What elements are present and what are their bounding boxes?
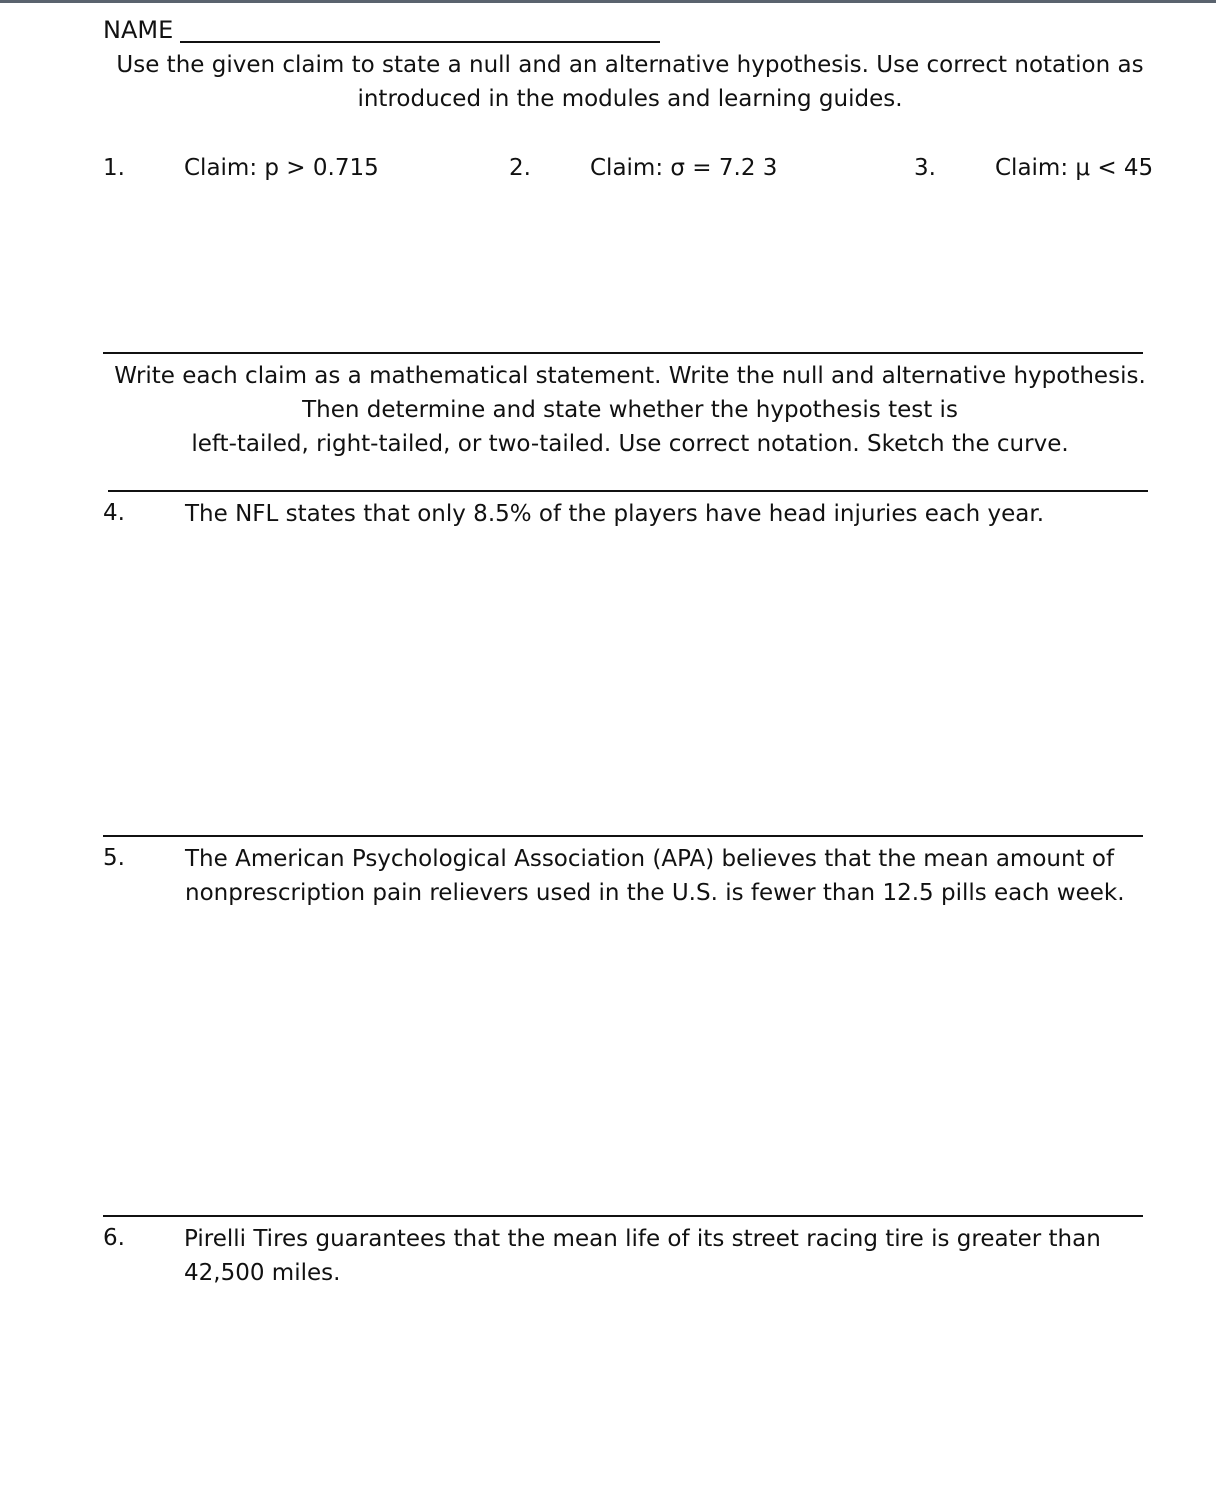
section2-instructions-line2: Then determine and state whether the hypothesis test is (302, 397, 958, 423)
claim-3-text: Claim: μ < 45 (995, 155, 1154, 181)
question-5-line1: The American Psychological Association (APA) believes that the mean amount of (185, 846, 1115, 872)
question-6-text (184, 1222, 1164, 1290)
section-divider-3 (103, 835, 1143, 837)
question-4-text (185, 497, 1165, 531)
section2-instructions-line3: left-tailed, right-tailed, or two-tailed. Use correct notation. Sketch the curve. (191, 431, 1069, 457)
section-divider-1 (103, 352, 1143, 354)
question-5-text (185, 842, 1165, 910)
claim-2-number: 2. (509, 155, 531, 181)
name-blank-line (180, 41, 660, 43)
section2-instructions-line1: Write each claim as a mathematical statement. Write the null and alternative hypothesis. (114, 363, 1146, 389)
section-divider-4 (103, 1215, 1143, 1217)
question-5-line2: nonprescription pain relievers used in the U.S. is fewer than 12.5 pills each week. (185, 880, 1125, 906)
question-5-number: 5. (103, 845, 125, 871)
question-4-number: 4. (103, 500, 125, 526)
question-6-number: 6. (103, 1225, 125, 1251)
section1-instructions-line1: Use the given claim to state a null and an alternative hypothesis. Use correct notation as (116, 52, 1144, 78)
claim-1-number: 1. (103, 155, 125, 181)
top-border (0, 0, 1216, 3)
question-6-line1: Pirelli Tires guarantees that the mean life of its street racing tire is greater than (184, 1226, 1101, 1252)
question-6-line2: 42,500 miles. (184, 1260, 341, 1286)
name-label: NAME (103, 16, 174, 44)
claim-3-number: 3. (914, 155, 936, 181)
section2-instructions (90, 359, 1170, 461)
section-divider-2 (108, 490, 1148, 492)
section1-instructions-line2: introduced in the modules and learning guides. (357, 86, 903, 112)
claim-2-text: Claim: σ = 7.2 3 (590, 155, 778, 181)
claim-1-text: Claim: p > 0.715 (184, 155, 379, 181)
section1-instructions (100, 48, 1160, 116)
question-4-line1: The NFL states that only 8.5% of the players have head injuries each year. (185, 501, 1045, 527)
